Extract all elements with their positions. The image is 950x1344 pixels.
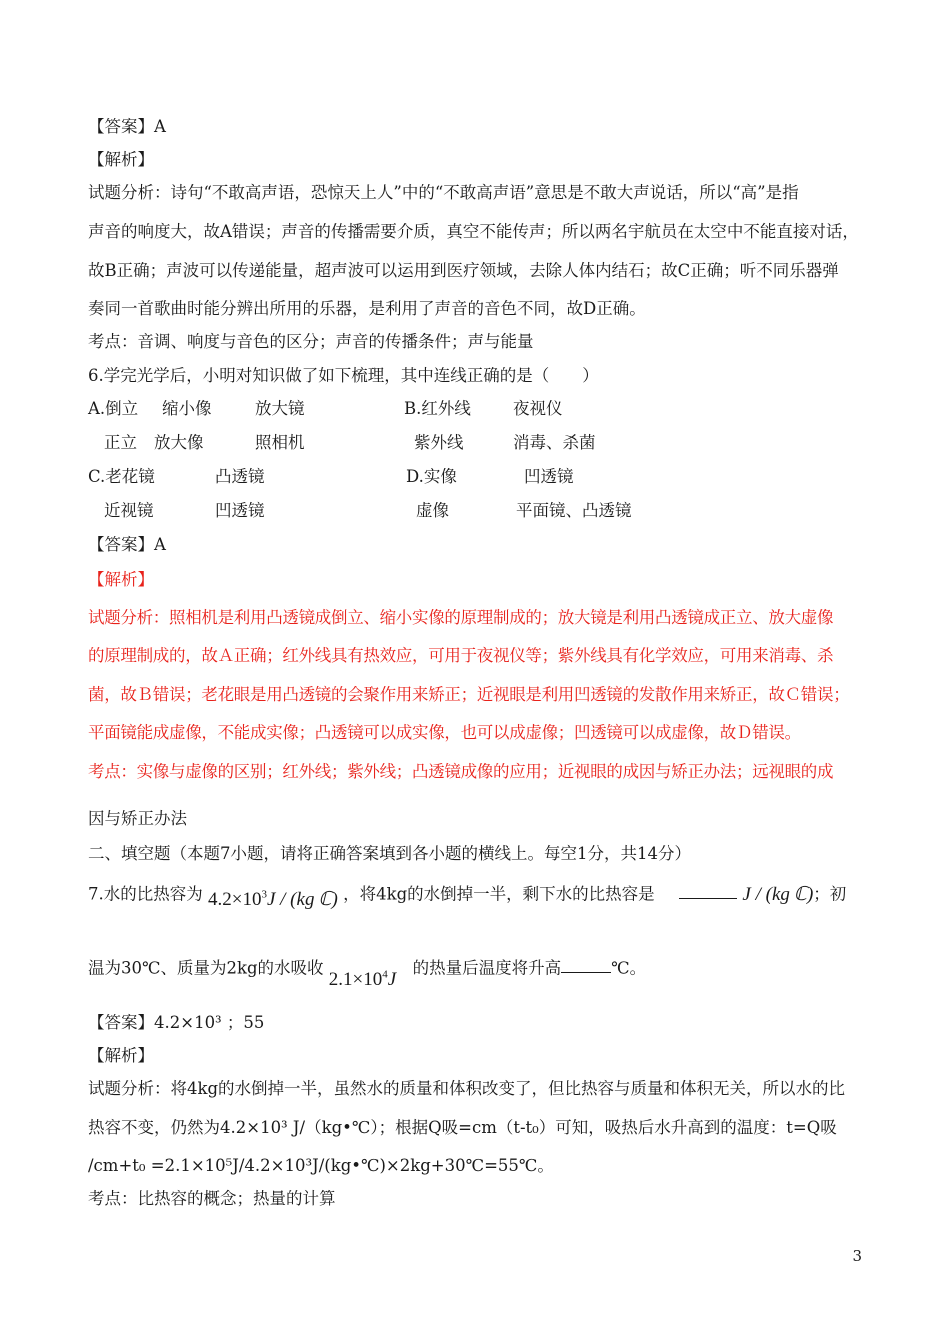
q6-option-a-r2c3: 照相机 xyxy=(255,433,305,452)
section-heading: 二、填空题（本题7小题，请将正确答案填到各小题的横线上。每空1分，共14分） xyxy=(88,844,691,863)
q6-option-c-r2c2: 凹透镜 xyxy=(215,501,265,520)
q5-kaodian: 考点：音调、响度与音色的区分；声音的传播条件；声与能量 xyxy=(88,332,534,351)
q7-kaodian: 考点：比热容的概念；热量的计算 xyxy=(88,1189,336,1208)
q7-formula-q-exp: 4 xyxy=(382,969,388,981)
q7-blank-2[interactable] xyxy=(561,957,611,973)
q6-analysis-line-3: 菌，故Ｂ错误；老花眼是用凸透镜的会聚作用来矫正；近视眼是利用凹透镜的发散作用来矫正，故Ｃ错误； xyxy=(88,685,850,704)
q6-analysis-tag: 【解析】 xyxy=(88,570,154,589)
q5-answer: 【答案】A xyxy=(88,117,166,136)
q6-option-a-r2c1: 正立 xyxy=(104,433,137,452)
q6-question: 6.学完光学后，小明对知识做了如下梳理，其中连线正确的是（ ） xyxy=(88,366,599,385)
q7-analysis-line-1: 试题分析：将4kg的水倒掉一半，虽然水的质量和体积改变了，但比热容与质量和体积无关，所以水的比 xyxy=(88,1079,846,1098)
q6-option-b-r2c1: 紫外线 xyxy=(414,433,464,452)
q6-option-b-r2c2: 消毒、杀菌 xyxy=(513,433,596,452)
q6-option-d-label: D.实像 xyxy=(406,467,457,486)
q7-stem-line-2 xyxy=(88,951,647,991)
q7-blank-1[interactable] xyxy=(679,883,737,899)
q5-analysis-tag: 【解析】 xyxy=(88,150,154,169)
q7-formula-q-unit: J xyxy=(387,969,397,991)
q6-option-b-c2: 夜视仪 xyxy=(513,399,563,418)
q5-analysis-line-4: 奏同一首歌曲时能分辨出所用的乐器，是利用了声音的音色不同，故D正确。 xyxy=(88,299,646,318)
q7-unit-after-blank: J / (kg ℂ) xyxy=(742,884,814,906)
q6-analysis-tail: 因与矫正办法 xyxy=(88,809,187,828)
q7-stem-a: 7.水的比热容为 xyxy=(88,884,203,904)
q6-answer: 【答案】A xyxy=(88,535,166,554)
q6-option-c-c2: 凸透镜 xyxy=(215,467,265,486)
q5-analysis-line-1: 试题分析：诗句“不敢高声语，恐惊天上人”中的“不敢高声语”意思是不敢大声说话，所以“高”是指 xyxy=(88,183,799,202)
q7-stem-b: ，将4kg的水倒掉一半，剩下水的比热容是 xyxy=(343,884,655,904)
q7-analysis-line-2: 热容不变，仍然为4.2×10³ J/（kg•℃）；根据Q吸=cm（t-t₀）可知，吸热后水升高到的温度：t=Q吸 xyxy=(88,1118,837,1137)
q7-analysis-line-3: /cm+t₀ =2.1×10⁵J/4.2×10³J/(kg•℃)×2kg+30℃=55℃。 xyxy=(88,1156,554,1175)
q6-analysis-line-4: 平面镜能成虚像，不能成实像；凸透镜可以成实像，也可以成虚像；凹透镜可以成虚像，故Ｄ错误。 xyxy=(88,723,801,742)
q6-option-c-label: C.老花镜 xyxy=(88,467,155,486)
q6-option-d-c2: 凹透镜 xyxy=(524,467,574,486)
q7-stem-e: 的热量后温度将升高 xyxy=(412,958,562,978)
q7-stem-f: ℃。 xyxy=(611,958,647,978)
q6-option-c-r2c1: 近视镜 xyxy=(104,501,154,520)
q7-formula-c1-exp: 3 xyxy=(261,889,267,901)
q6-option-a-c2: 缩小像 xyxy=(162,399,212,418)
q6-analysis-line-5: 考点：实像与虚像的区别；红外线；紫外线；凸透镜成像的应用；近视眼的成因与矫正办法；远视眼的成 xyxy=(88,762,834,781)
q6-option-a-label: A.倒立 xyxy=(88,399,139,418)
q7-formula-c1-base: 4.2×10 xyxy=(208,889,262,911)
q6-analysis-line-2: 的原理制成的，故Ａ正确；红外线具有热效应，可用于夜视仪等；紫外线具有化学效应，可用来消毒、杀 xyxy=(88,646,834,665)
q7-formula-q xyxy=(329,969,396,990)
q7-stem-d: 温为30℃、质量为2kg的水吸收 xyxy=(88,958,324,978)
q7-formula-c1-unit: J / (kg ℂ) xyxy=(266,889,338,911)
q5-analysis-line-2: 声音的响度大，故A错误；声音的传播需要介质，真空不能传声；所以两名宇航员在太空中不能直接对话， xyxy=(88,222,859,241)
q6-option-b-label: B.红外线 xyxy=(404,399,471,418)
q7-answer: 【答案】4.2×10³ ；55 xyxy=(88,1013,265,1032)
page-number: 3 xyxy=(852,1247,862,1265)
q7-formula-c1 xyxy=(208,889,338,910)
q7-stem-line-1 xyxy=(88,877,847,911)
q7-analysis-tag: 【解析】 xyxy=(88,1046,154,1065)
q6-option-a-r2c2: 放大像 xyxy=(154,433,204,452)
q6-option-d-r2c2: 平面镜、凸透镜 xyxy=(516,501,632,520)
q7-formula-q-base: 2.1×10 xyxy=(328,969,383,991)
q5-analysis-line-3: 故B正确；声波可以传递能量，超声波可以运用到医疗领域，去除人体内结石；故C正确；听不同乐器弹 xyxy=(88,261,839,280)
q6-analysis-line-1: 试题分析：照相机是利用凸透镜成倒立、缩小实像的原理制成的；放大镜是利用凸透镜成正立、放大虚像 xyxy=(88,608,834,627)
q6-option-a-c3: 放大镜 xyxy=(255,399,305,418)
q7-stem-c: ；初 xyxy=(813,884,847,904)
q6-option-d-r2c1: 虚像 xyxy=(416,501,449,520)
